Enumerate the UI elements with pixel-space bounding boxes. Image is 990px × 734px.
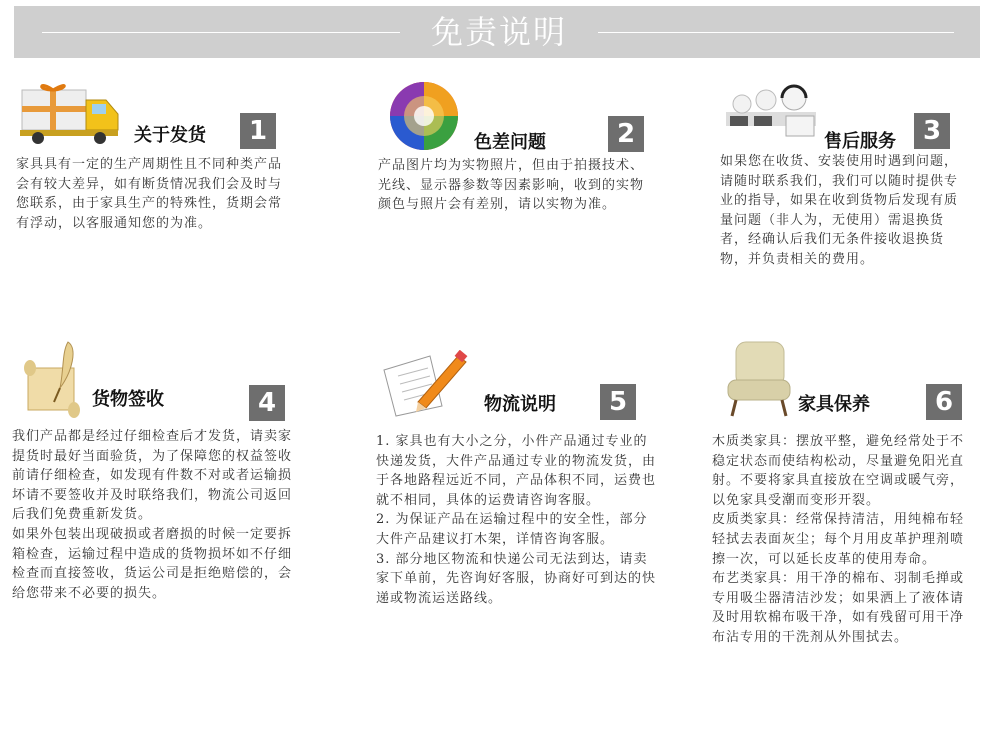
paragraph: 1. 家具也有大小之分，小件产品通过专业的快递发货，大件产品通过专业的物流发货，由于各地路程远近不同，产品体积不同，运费也就不相同，具体的运费请咨询客服。 xyxy=(376,434,657,508)
paragraph: 皮质类家具：经常保持清洁，用纯棉布轻轻拭去表面灰尘；每个月用皮革护理剂喷擦一次，可以延长皮革的使用寿命。 xyxy=(712,512,965,567)
customer-service-icon xyxy=(722,82,826,140)
paragraph: 2. 为保证产品在运输过程中的安全性，部分大件产品建议打木架，详情咨询客服。 xyxy=(376,512,648,547)
paragraph: 家具具有一定的生产周期性且不同种类产品会有较大差异，如有断货情况我们会及时与您联系，由于家具生产的特殊性，货期会常有浮动，以客服通知您的为准。 xyxy=(16,157,283,231)
section-title: 关于发货 xyxy=(134,125,206,146)
section-body xyxy=(16,155,292,233)
header-divider-left xyxy=(42,32,400,33)
paragraph: 我们产品都是经过仔细检查后才发货，请卖家提货时最好当面验货，为了保障您的权益签收前请仔细检查，如发现有件数不对或者运输损坏请不要签收并及时联络我们，物流公司返回后我们免费重新发货。 xyxy=(12,429,293,523)
section-title: 货物签收 xyxy=(92,389,164,410)
section-body xyxy=(378,156,654,215)
section-body xyxy=(720,152,970,270)
clipboard-pencil-icon xyxy=(378,350,470,418)
scroll-quill-icon xyxy=(20,338,86,420)
section-number-badge: 6 xyxy=(926,384,962,420)
section-number-badge: 5 xyxy=(600,384,636,420)
paragraph: 产品图片均为实物照片，但由于拍摄技术、光线、显示器参数等因素影响，收到的实物颜色与照片会有差别，请以实物为准。 xyxy=(378,158,645,213)
paragraph: 3. 部分地区物流和快递公司无法到达，请卖家下单前，先咨询好客服，协商好可到达的快递或物流运送路线。 xyxy=(376,551,657,606)
section-body xyxy=(712,432,974,648)
section-title: 物流说明 xyxy=(484,394,556,415)
paragraph: 木质类家具：摆放平整，避免经常处于不稳定状态而使结构松动，尽量避免阳光直射。不要将家具直接放在空调或暖气旁，以免家具受潮而变形开裂。 xyxy=(712,434,965,508)
section-number-badge: 3 xyxy=(914,113,950,149)
section-number-badge: 2 xyxy=(608,116,644,152)
header-divider-right xyxy=(598,32,954,33)
section-title: 家具保养 xyxy=(798,394,870,415)
page-header xyxy=(14,6,980,58)
page-title: 免责说明 xyxy=(430,13,567,51)
paragraph: 如果外包装出现破损或者磨损的时候一定要拆箱检查，运输过程中造成的货物损坏如不仔细检查而直接签收，货运公司是拒绝赔偿的，会给您带来不必要的损失。 xyxy=(12,526,293,601)
section-body xyxy=(376,432,658,608)
section-number-badge: 4 xyxy=(249,385,285,421)
section-body xyxy=(12,427,300,603)
armchair-icon xyxy=(722,338,794,418)
section-number-badge: 1 xyxy=(240,113,276,149)
paragraph: 布艺类家具：用干净的棉布、羽制毛掸或专用吸尘器清洁沙发；如果洒上了液体请及时用软棉布吸干净，如有残留可用干净布沾专用的干洗剂从外围拭去。 xyxy=(712,571,965,645)
color-wheel-icon xyxy=(388,80,460,152)
paragraph: 如果您在收货、安装使用时遇到问题，请随时联系我们，我们可以随时提供专业的指导，如果在收到货物后发现有质量问题（非人为，无使用）需退换货者，经确认后我们无条件接收退换货物，并负责相关的费用。 xyxy=(720,154,959,267)
section-title: 售后服务 xyxy=(824,131,896,152)
section-title: 色差问题 xyxy=(474,132,546,153)
delivery-truck-icon xyxy=(20,80,122,146)
